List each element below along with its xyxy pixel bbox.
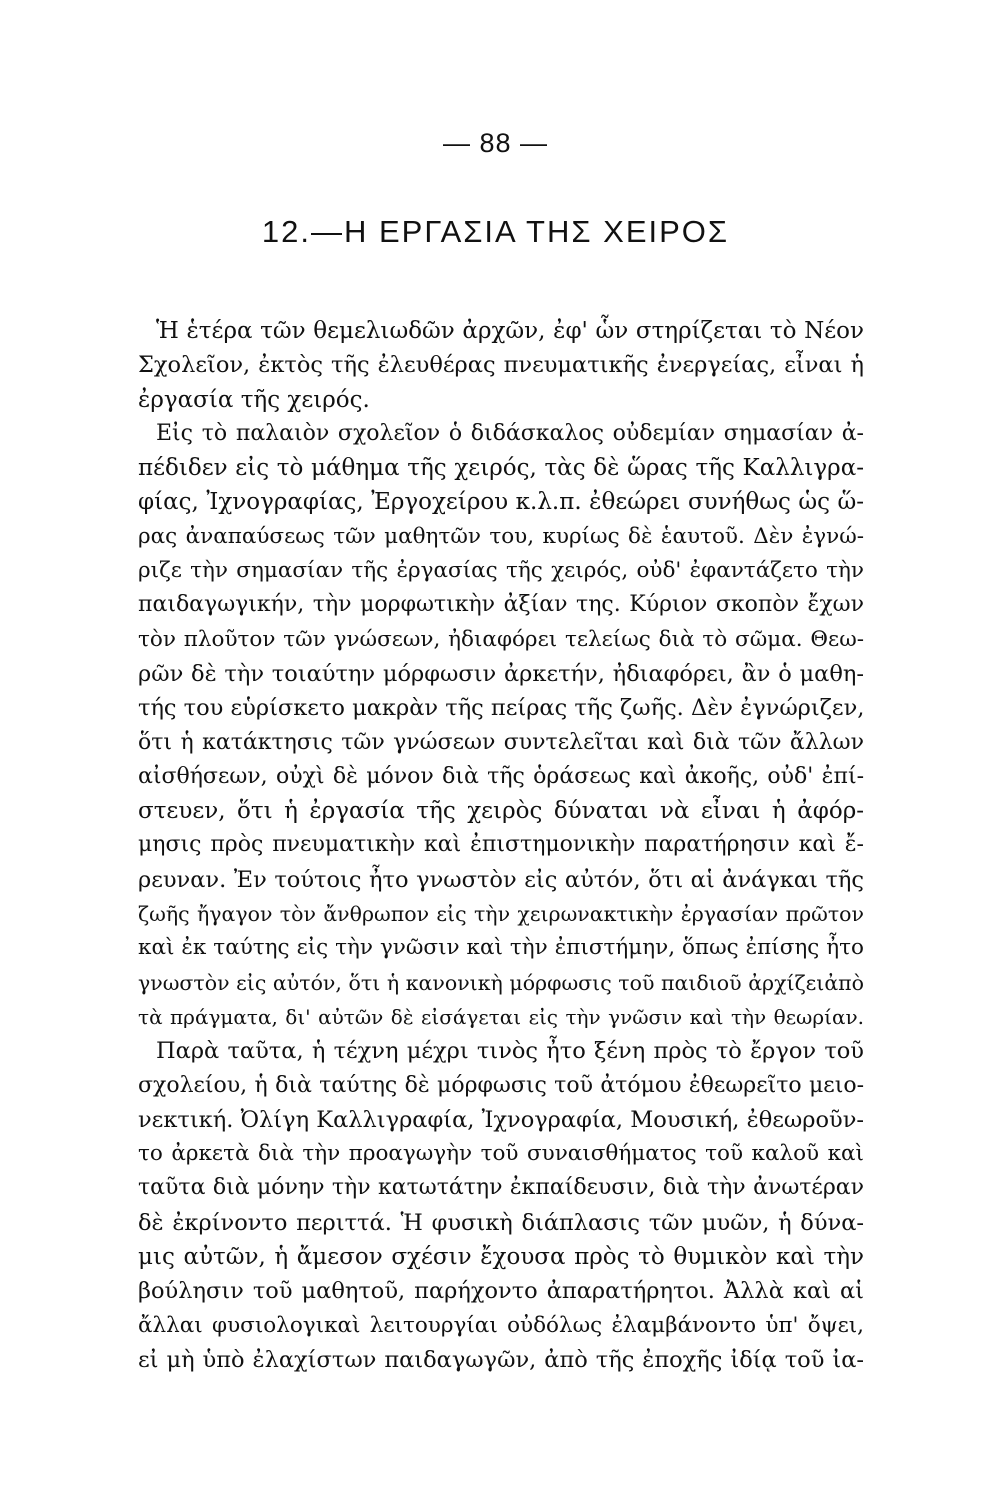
text-line: Παρὰ ταῦτα, ἡ τέχνη μέχρι τινὸς ἦτο ξένη πρὸς τὸ ἔργον τοῦ <box>156 1038 864 1065</box>
text-line: τὸν πλοῦτον τῶν γνώσεων, ἠδιαφόρει τελείως διὰ τὸ σῶμα. Θεω- <box>138 626 864 652</box>
chapter-title: 12.—Η ΕΡΓΑΣΙΑ ΤΗΣ ΧΕΙΡΟΣ <box>261 214 730 249</box>
text-line: σχολείου, ἡ διὰ ταύτης δὲ μόρφωσις τοῦ ἀτόμου ἐθεωρεῖτο μειο- <box>138 1072 864 1098</box>
text-line: Εἰς τὸ παλαιὸν σχολεῖον ὁ διδάσκαλος οὐδεμίαν σημασίαν ἀ- <box>156 420 864 446</box>
text-line: στευεν, ὅτι ἡ ἐργασία τῆς χειρὸς δύναται νὰ εἶναι ἡ ἀφόρ- <box>138 798 864 825</box>
text-line: ὅτι ἡ κατάκτησις τῶν γνώσεων συντελεῖται καὶ διὰ τῶν ἄλλων <box>138 729 864 755</box>
text-line: τὰ πράγματα, δι' αὐτῶν δὲ εἰσάγεται εἰς τὴν γνῶσιν καὶ τὴν θεωρίαν. <box>138 1004 864 1029</box>
text-line: ζωῆς ἤγαγον τὸν ἄνθρωπον εἰς τὴν χειρωνακτικὴν ἐργασίαν πρῶτον <box>138 902 864 927</box>
text-line: ρευναν. Ἐν τούτοις ἦτο γνωστὸν εἰς αὐτόν, ὅτι αἱ ἀνάγκαι τῆς <box>138 866 864 893</box>
text-line: ταῦτα διὰ μόνην τὴν κατωτάτην ἐκπαίδευσιν, διὰ τὴν ἀνωτέραν <box>138 1175 864 1201</box>
text-line: νεκτική. Ὀλίγη Καλλιγραφία, Ἰχνογραφία, Μουσική, ἐθεωροῦν- <box>138 1106 864 1133</box>
text-line: φίας, Ἰχνογραφίας, Ἐργοχείρου κ.λ.π. ἐθεώρει συνήθως ὡς ὥ- <box>138 489 864 516</box>
text-line: ρῶν δὲ τὴν τοιαύτην μόρφωσιν ἀρκετήν, ἠδιαφόρει, ἂν ὁ μαθη- <box>138 660 864 687</box>
text-line: ἐργασία τῆς χειρός. <box>138 386 370 413</box>
text-line: το ἀρκετὰ διὰ τὴν προαγωγὴν τοῦ συναισθήματος τοῦ καλοῦ καὶ <box>138 1141 864 1167</box>
text-line: μησις πρὸς πνευματικὴν καὶ ἐπιστημονικὴν παρατήρησιν καὶ ἔ- <box>138 832 864 858</box>
text-line: αἰσθήσεων, οὐχὶ δὲ μόνον διὰ τῆς ὁράσεως καὶ ἀκοῆς, οὐδ' ἐπί- <box>138 763 864 789</box>
text-line: δὲ ἐκρίνοντο περιττά. Ἡ φυσικὴ διάπλασις τῶν μυῶν, ἡ δύνα- <box>138 1209 864 1236</box>
text-line: τής του εὑρίσκετο μακρὰν τῆς πείρας τῆς ζωῆς. Δὲν ἐγνώριζεν, <box>138 695 865 722</box>
page-number: — 88 — <box>442 128 549 158</box>
text-line: ριζε τὴν σημασίαν τῆς ἐργασίας τῆς χειρός, οὐδ' ἐφαντάζετο τὴν <box>138 558 864 584</box>
text-line: μις αὐτῶν, ἡ ἄμεσον σχέσιν ἔχουσα πρὸς τὸ θυμικὸν καὶ τὴν <box>138 1244 864 1271</box>
body-text <box>138 314 864 1377</box>
text-line: Ἡ ἑτέρα τῶν θεμελιωδῶν ἀρχῶν, ἐφ' ὧν στηρίζεται τὸ Νέον <box>156 318 864 344</box>
text-line: παιδαγωγικήν, τὴν μορφωτικὴν ἀξίαν της. Κύριον σκοπὸν ἔχων <box>138 592 864 618</box>
text-line: καὶ ἐκ ταύτης εἰς τὴν γνῶσιν καὶ τὴν ἐπιστήμην, ὅπως ἐπίσης ἦτο <box>138 935 864 961</box>
text-line: πέδιδεν εἰς τὸ μάθημα τῆς χειρός, τὰς δὲ ὥρας τῆς Καλλιγρα- <box>138 455 864 482</box>
text-line: Σχολεῖον, ἐκτὸς τῆς ἐλευθέρας πνευματικῆς ἐνεργείας, εἶναι ἡ <box>138 352 864 379</box>
text-line: ἄλλαι φυσιολογικαὶ λειτουργίαι οὐδόλως ἐλαμβάνοντο ὑπ' ὄψει, <box>138 1312 864 1338</box>
text-line: βούλησιν τοῦ μαθητοῦ, παρήχοντο ἀπαρατήρητοι. Ἀλλὰ καὶ αἱ <box>138 1278 864 1305</box>
text-line: ρας ἀναπαύσεως τῶν μαθητῶν του, κυρίως δὲ ἑαυτοῦ. Δὲν ἐγνώ- <box>138 523 864 549</box>
text-line: εἰ μὴ ὑπὸ ἐλαχίστων παιδαγωγῶν, ἀπὸ τῆς ἐποχῆς ἰδίᾳ τοῦ ἰα- <box>138 1346 864 1373</box>
text-line: γνωστὸν εἰς αὐτόν, ὅτι ἡ κανονικὴ μόρφωσις τοῦ παιδιοῦ ἀρχίζειἀπὸ <box>138 970 864 995</box>
